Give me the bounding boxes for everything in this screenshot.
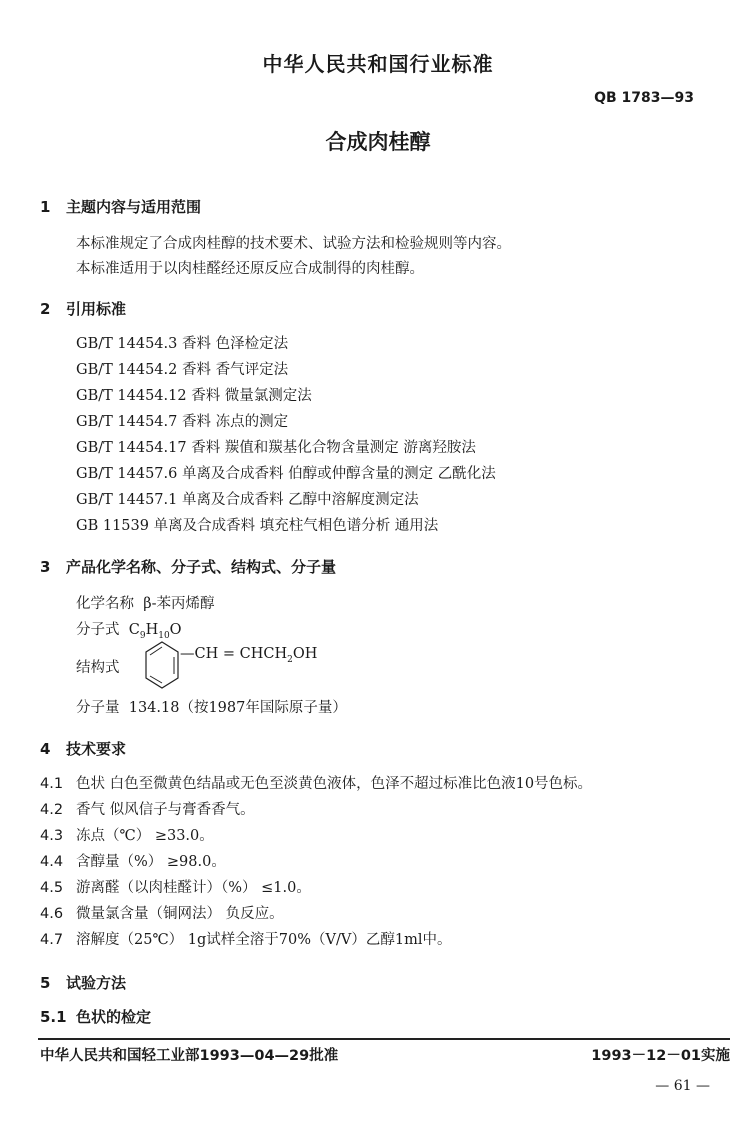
standard-code: QB 1783—93: [594, 90, 694, 106]
reference-item: GB 11539 单离及合成香料 填充柱气相色谱分析 通用法: [76, 518, 439, 534]
section-title: 引用标准: [66, 300, 127, 318]
requirement-item: [40, 902, 284, 923]
page-number: — 61 —: [655, 1078, 710, 1094]
document-title: 合成肉桂醇: [325, 130, 431, 154]
benzene-ring-icon: [142, 640, 182, 692]
requirement-text: 色状 白色至微黄色结晶或无色至淡黄色液体，色泽不超过标准比色液10号色标。: [76, 776, 593, 792]
section-5-heading: [40, 972, 126, 993]
paragraph-line: 本标准适用于以肉桂醛经还原反应合成制得的肉桂醇。: [76, 261, 424, 277]
molecular-formula-line: [76, 618, 182, 641]
reference-item: GB/T 14457.1 单离及合成香料 乙醇中溶解度测定法: [76, 492, 419, 508]
requirement-text: 游离醛（以肉桂醛计）（%） ≤1.0。: [76, 880, 311, 896]
mw-value: 134.18（按1987年国际原子量）: [128, 700, 347, 716]
structure-side-chain: —CH = $CHCH_2OH$: [180, 646, 318, 665]
formula-value: $C_9H_{10}O$: [128, 622, 182, 641]
requirement-number: 4.3: [40, 828, 64, 844]
reference-item: GB/T 14454.17 香料 羰值和羰基化合物含量测定 游离羟胺法: [76, 440, 476, 456]
structure-label: 结构式: [76, 660, 120, 676]
approval-notice: 中华人民共和国轻工业部1993—04—29批准: [40, 1048, 339, 1064]
molecular-weight-line: [76, 696, 347, 717]
requirement-number: 4.4: [40, 854, 64, 870]
section-number: 4: [40, 740, 51, 758]
reference-item: GB/T 14454.7 香料 冻点的测定: [76, 414, 289, 430]
section-3-heading: [40, 556, 336, 577]
section-title: 技术要求: [66, 740, 127, 758]
formula-label: 分子式: [76, 622, 120, 638]
requirement-number: 4.5: [40, 880, 64, 896]
chemical-name-label: 化学名称: [76, 596, 134, 612]
issuing-organization: 中华人民共和国行业标准: [262, 52, 494, 76]
mw-label: 分子量: [76, 700, 120, 716]
requirement-number: 4.6: [40, 906, 64, 922]
section-title: 试验方法: [66, 974, 127, 992]
requirement-item: [40, 928, 451, 949]
requirement-item: [40, 798, 255, 819]
section-number: 1: [40, 198, 51, 216]
subsection-5-1-heading: [40, 1006, 151, 1027]
requirement-item: [40, 850, 226, 871]
requirement-text: 香气 似风信子与膏香香气。: [76, 802, 255, 818]
requirement-item: [40, 876, 311, 897]
requirement-number: 4.2: [40, 802, 64, 818]
section-title: 产品化学名称、分子式、结构式、分子量: [66, 558, 337, 576]
section-number: 5: [40, 974, 51, 992]
requirement-number: 4.7: [40, 932, 64, 948]
section-title: 主题内容与适用范围: [66, 198, 202, 216]
requirement-text: 微量氯含量（铜网法） 负反应。: [76, 906, 284, 922]
requirement-text: 冻点（℃） ≥33.0。: [76, 828, 214, 844]
reference-item: GB/T 14457.6 单离及合成香料 伯醇或仲醇含量的测定 乙酰化法: [76, 466, 496, 482]
requirement-number: 4.1: [40, 776, 64, 792]
requirement-text: 含醇量（%） ≥98.0。: [76, 854, 226, 870]
implementation-date: 1993－12－01实施: [591, 1048, 730, 1064]
section-1-heading: [40, 196, 201, 217]
chemical-name-line: [76, 592, 215, 613]
reference-item: GB/T 14454.12 香料 微量氯测定法: [76, 388, 312, 404]
reference-item: GB/T 14454.2 香料 香气评定法: [76, 362, 289, 378]
requirement-text: 溶解度（25℃） 1g试样全溶于70%（V/V）乙醇1ml中。: [76, 932, 452, 948]
subsection-title: 色状的检定: [76, 1008, 152, 1026]
section-4-heading: [40, 738, 126, 759]
requirement-item: [40, 824, 214, 845]
requirement-item: [40, 772, 592, 793]
paragraph-line: 本标准规定了合成肉桂醇的技术要术、试验方法和检验规则等内容。: [76, 236, 511, 252]
subsection-number: 5.1: [40, 1008, 67, 1026]
section-number: 3: [40, 558, 51, 576]
section-number: 2: [40, 300, 51, 318]
section-2-heading: [40, 298, 126, 319]
footer-divider: [38, 1038, 730, 1040]
chemical-name-value: β-苯丙烯醇: [143, 596, 215, 612]
reference-item: GB/T 14454.3 香料 色泽检定法: [76, 336, 289, 352]
